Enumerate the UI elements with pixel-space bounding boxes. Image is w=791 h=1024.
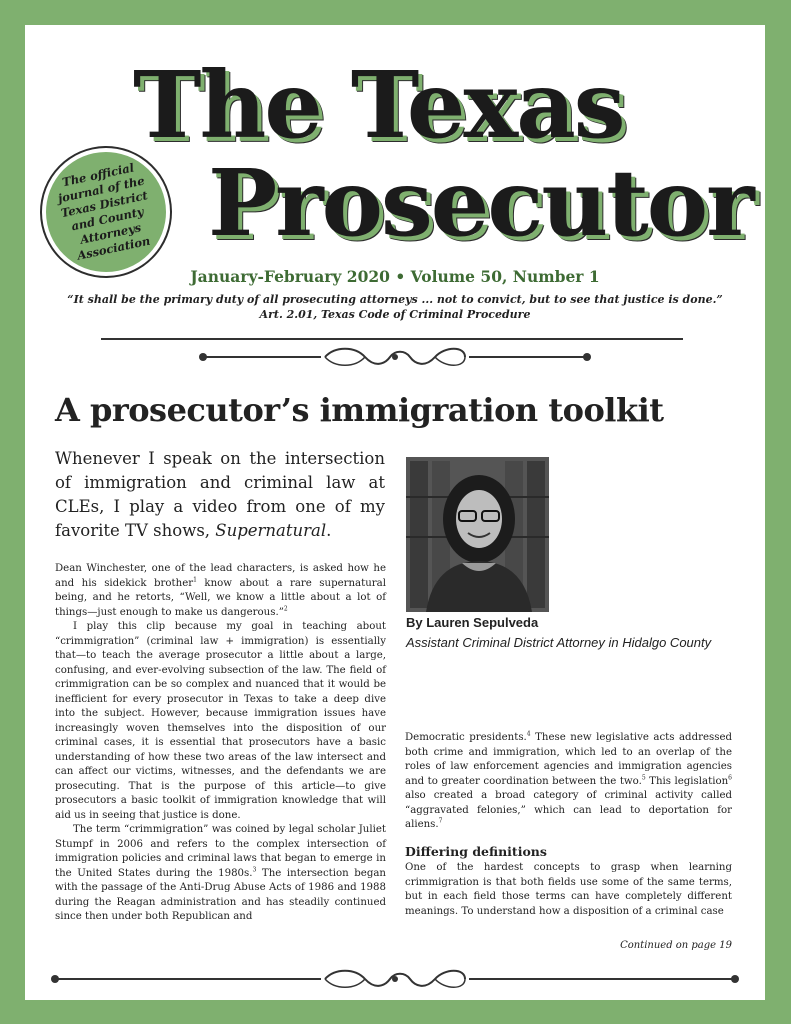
paragraph-4 <box>405 731 732 833</box>
issue-info: January-February 2020 • Volume 50, Number 1 <box>190 267 600 286</box>
footnote-ref-2: 2 <box>283 605 288 613</box>
article-lede <box>55 447 385 543</box>
p3-text-b: The intersection began with the passage of the Anti-Drug Abuse Acts of 1986 and 1988 during the Reagan administration and has steadily continued since then under both Republican and <box>55 867 386 922</box>
author-byline: By Lauren Sepulveda <box>406 615 539 630</box>
article-column-left <box>55 562 386 925</box>
lede-end: . <box>326 521 332 540</box>
divider-ornament-top <box>25 344 765 370</box>
r1-text-b: These new legislative acts addressed both crime and immigration, which led to an overlap of the roles of law enforcement agencies and immigration agencies and to greater coordination between the two. <box>405 732 733 787</box>
paragraph-3 <box>55 823 386 925</box>
paragraph-2: I play this clip because my goal in teaching about “crimmigration” (criminal law + immigration) is essentially that—to teach the average prosecutor a little about a large, confusing, and ever-evolving subsection of the law. The field of crimmigration can be so complex and nuanced that it would be inefficient for every prosecutor in Texas to take a deep dive into the subject. However, because immigration issues have increasingly woven themselves into the disposition of our criminal cases, it is essential that prosecutors have a basic understanding of how these two areas of the law intersect and can affect our victims, witnesses, and the defendants we are prosecuting. That is the purpose of this article—to give prosecutors a basic toolkit of immigration knowledge that will aid us in seeing that justice is done. <box>55 621 386 821</box>
paragraph-5: One of the hardest concepts to grasp when learning crimmigration is that both fields use some of the same terms, but in each field those terms can have completely different meanings. To understand how a disposition of a criminal case <box>405 862 732 917</box>
p3-text-a: The term “crimmigration” was coined by legal scholar Juliet Stumpf in 2006 and refers to the complex intersection of immigration policies and criminal laws that began to emerge in the United States during the 1980s. <box>55 824 386 879</box>
p1-text-b: know about a rare supernatural being, and he retorts, “Well, we know a little about a lot of things—just enough to make us dangerous.” <box>55 577 386 618</box>
section-subhead: Differing definitions <box>405 843 547 859</box>
author-title: Assistant Criminal District Attorney in Hidalgo County <box>406 635 712 650</box>
motto-quote: “It shall be the primary duty of all prosecuting attorneys ... not to convict, but to see that justice is done.” <box>67 293 723 306</box>
r1-text-a: Democratic presidents. <box>405 732 527 743</box>
masthead-title-line2: Prosecutor <box>208 149 753 257</box>
footnote-ref-5: 5 <box>641 774 646 782</box>
seal-text: The official journal of the Texas District and County Attorneys Association <box>56 160 152 263</box>
r1-text-d: also created a broad category of criminal activity called “aggravated felonies,” which can lead to deportation for aliens. <box>405 790 732 830</box>
footnote-ref-1: 1 <box>193 576 197 584</box>
motto-citation: Art. 2.01, Texas Code of Criminal Procedure <box>259 308 531 321</box>
motto <box>25 292 765 322</box>
footnote-ref-3: 3 <box>252 866 257 874</box>
divider-ornament-bottom <box>25 966 765 992</box>
r1-text-c: This legislation <box>645 775 729 787</box>
lede-text: Whenever I speak on the intersection of immigration and criminal law at CLEs, I play a video from one of my favorite TV shows, <box>55 449 385 540</box>
lede-show-title: Supernatural <box>215 521 327 540</box>
masthead-title-line1: The Texas <box>133 51 624 159</box>
p1-text-a: Dean Winchester, one of the lead characters, is asked how he and his sidekick brother <box>55 563 386 589</box>
paragraph-1 <box>55 562 386 620</box>
footnote-ref-7: 7 <box>438 817 443 825</box>
article-headline: A prosecutor’s immigration toolkit <box>55 391 664 429</box>
footnote-ref-4: 4 <box>526 730 531 738</box>
footnote-ref-6: 6 <box>728 774 732 782</box>
newsletter-page <box>25 25 765 1000</box>
author-photo <box>406 457 549 612</box>
masthead-rule <box>101 338 683 340</box>
article-column-right <box>405 731 732 919</box>
continued-note: Continued on page 19 <box>620 940 732 951</box>
